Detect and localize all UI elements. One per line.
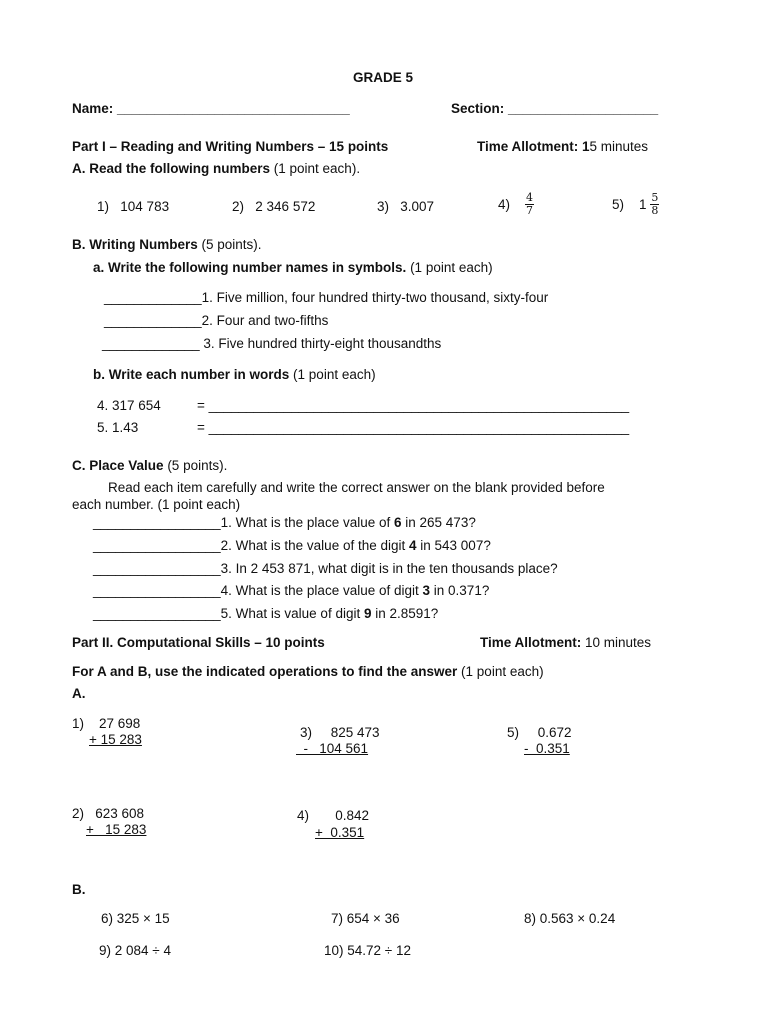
symbol-item-1 [104,290,548,305]
read-item-5 [612,192,659,217]
fraction-numerator: 4 [526,191,534,204]
fraction [525,192,534,217]
answer-blank: _________________ [93,606,221,621]
answer-blank: _____________ [102,336,200,351]
read-item-value: 104 783 [120,199,170,214]
read-item-num: 2) [232,199,245,214]
answer-blank: _________________ [93,538,221,553]
fraction-numerator: 5 [651,191,659,204]
secC-heading: C. Place Value [72,458,164,473]
div-problem-10: 10) 54.72 ÷ 12 [324,943,411,958]
words-item-4-num: 4. 317 654 [97,398,161,413]
read-item-num: 4) [498,197,511,212]
answer-blank: _________________ [93,583,221,598]
secC-heading-line [72,458,227,473]
page-title: GRADE 5 [353,70,414,85]
mixed-whole: 1 [639,197,647,212]
read-item-value: 2 346 572 [255,199,316,214]
name-label: Name: [72,101,118,116]
secBa-note: (1 point each) [406,260,493,275]
place-item-digit: 4 [409,538,417,553]
secB-heading: B. Writing Numbers [72,237,198,252]
place-item-text-end: in 0.371? [430,583,490,598]
part1-heading: Part I – Reading and Writing Numbers – 15 points [72,139,389,154]
place-item-digit: 3 [422,583,431,598]
sub-problem-3-bottom: - 104 561 [296,741,369,756]
name-blank: _______________________________ [117,101,350,116]
place-item-digit: 9 [363,606,372,621]
part2-time-value: 10 minutes [585,635,652,650]
mult-problem-8: 8) 0.563 × 0.24 [524,911,616,926]
secA-heading-line [72,161,360,176]
section-label: Section: [451,101,509,116]
div-problem-9: 9) 2 084 ÷ 4 [99,943,171,958]
read-item-num: 5) [612,197,625,212]
part1-time-rest: 5 minutes [589,139,649,154]
place-item-4 [93,583,489,598]
place-item-text: 2. What is the value of the digit [220,538,409,553]
secC-instructions-2: each number. (1 point each) [72,497,241,512]
secBb-heading: b. Write each number in words [93,367,290,382]
part2-time-label: Time Allotment: [480,635,586,650]
secC-instructions-1: Read each item carefully and write the correct answer on the blank provided before [108,480,605,495]
words-item-5-num: 5. 1.43 [97,420,139,435]
read-item-4 [498,192,534,217]
part2-instr-note: (1 point each) [457,664,544,679]
part2-B-label: B. [72,882,86,897]
fraction [650,192,659,217]
secBb-heading-line [93,367,376,382]
place-item-2 [93,538,491,553]
sub-problem-5-bottom: - 0.351 [524,741,570,756]
symbol-item-text: 3. Five hundred thirty-eight thousandths [199,336,442,351]
part1-time [477,139,648,154]
place-item-text: 1. What is the place value of [220,515,394,530]
mult-problem-6: 6) 325 × 15 [101,911,170,926]
place-item-1 [93,515,476,530]
name-line [72,101,350,116]
add-problem-1-top: 1) 27 698 [72,716,141,731]
secA-heading: A. Read the following numbers [72,161,271,176]
add-problem-1-bottom: + 15 283 [89,732,142,747]
secBa-heading-line [93,260,493,275]
answer-blank: _____________ [104,313,202,328]
secBa-heading: a. Write the following number names in symbols. [93,260,407,275]
add-problem-2-bottom: + 15 283 [86,822,147,837]
place-item-text: 4. What is the place value of digit [220,583,423,598]
add-problem-4-top: 4) 0.842 [297,808,370,823]
secB-heading-line [72,237,262,252]
symbol-item-text: 2. Four and two-fifths [201,313,329,328]
answer-blank: _____________ [104,290,202,305]
place-item-3 [93,561,558,576]
section-line [451,101,658,116]
fraction-denominator: 8 [651,204,659,217]
place-item-5 [93,606,438,621]
secB-note: (5 points). [197,237,262,252]
part2-time [480,635,651,650]
place-item-text-end: in 543 007? [416,538,491,553]
symbol-item-3 [102,336,441,351]
place-item-text: 3. In 2 453 871, what digit is in the ten thousands place? [220,561,558,576]
read-item-2 [232,199,315,214]
part1-time-bold: 1 [582,139,590,154]
section-blank: ____________________ [508,101,659,116]
part2-heading: Part II. Computational Skills – 10 points [72,635,325,650]
read-item-3 [377,199,434,214]
read-item-value: 3.007 [400,199,435,214]
words-item-5-line: = ________________________________________________________ [197,420,630,435]
part2-instructions [72,664,544,679]
place-item-text-end: in 265 473? [401,515,476,530]
place-item-digit: 6 [394,515,402,530]
sub-problem-5-top: 5) 0.672 [507,725,572,740]
answer-blank: _________________ [93,561,221,576]
words-item-4-line: = ________________________________________________________ [197,398,630,413]
part2-A-label: A. [72,686,86,701]
read-item-num: 3) [377,199,390,214]
place-item-text-end: in 2.8591? [371,606,439,621]
secC-note: (5 points). [163,458,228,473]
add-problem-4-bottom: + 0.351 [315,825,365,840]
fraction-denominator: 7 [526,204,534,217]
secA-note: (1 point each). [270,161,361,176]
symbol-item-text: 1. Five million, four hundred thirty-two thousand, sixty-four [201,290,549,305]
symbol-item-2 [104,313,328,328]
part2-instr: For A and B, use the indicated operations to find the answer [72,664,458,679]
mult-problem-7: 7) 654 × 36 [331,911,400,926]
answer-blank: _________________ [93,515,221,530]
add-problem-2-top: 2) 623 608 [72,806,145,821]
secBb-note: (1 point each) [289,367,376,382]
read-item-num: 1) [97,199,110,214]
place-item-text: 5. What is value of digit [220,606,364,621]
part1-time-label: Time Allotment: [477,139,583,154]
read-item-1 [97,199,169,214]
sub-problem-3-top: 3) 825 473 [300,725,380,740]
